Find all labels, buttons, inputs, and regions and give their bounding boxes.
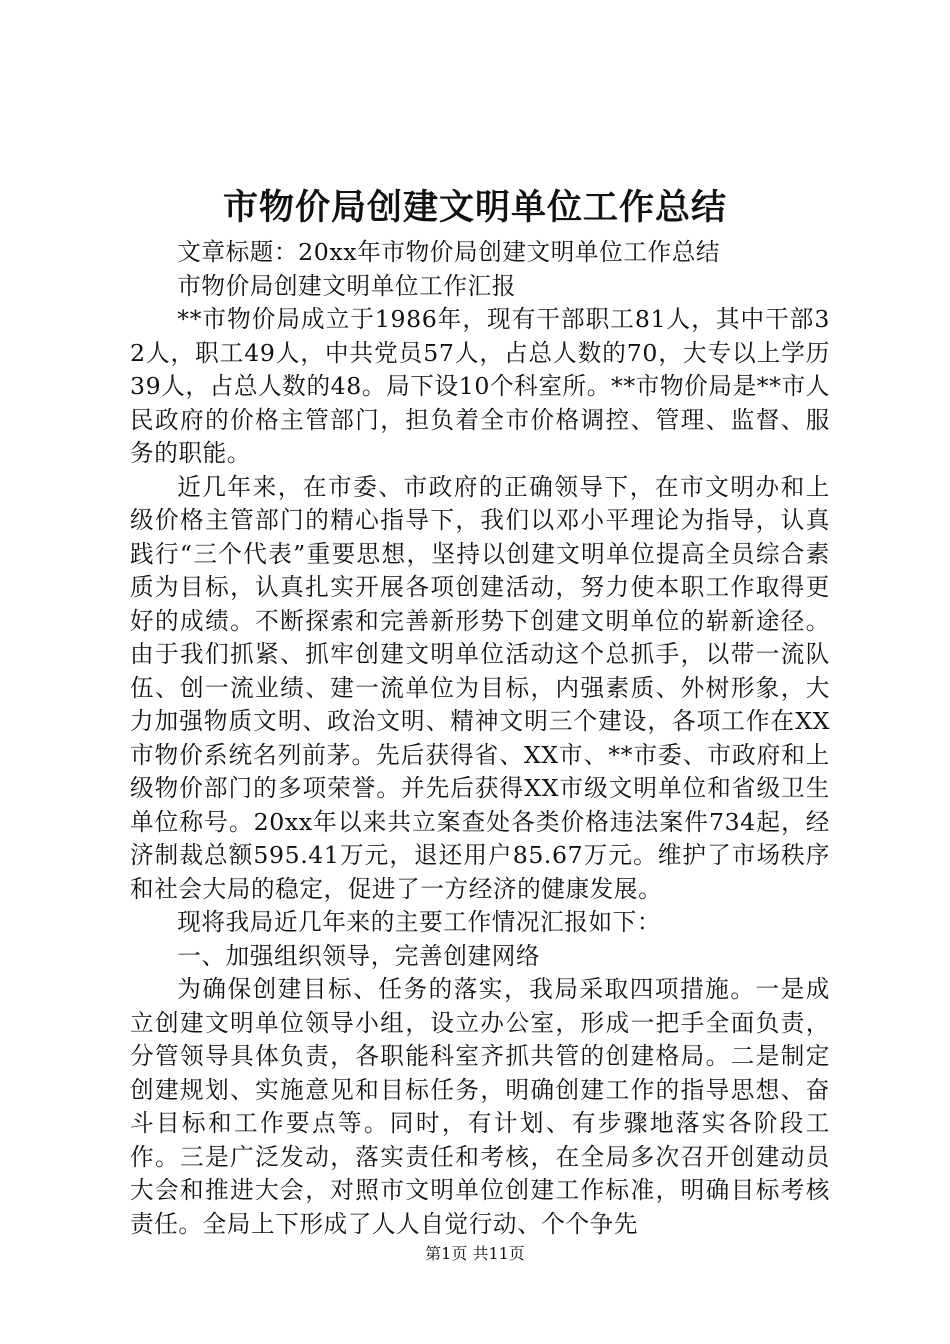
document-body [130, 236, 830, 1241]
section-heading-1: 一、加强组织领导，完善创建网络 [177, 941, 541, 970]
report-subtitle: 市物价局创建文明单位工作汇报 [177, 271, 516, 300]
document-title: 市物价局创建文明单位工作总结 [222, 187, 727, 228]
page-footer: 第1页 共11页 [425, 1244, 525, 1263]
paragraph-overview: **市物价局成立于1986年，现有干部职工81人，其中干部32人，职工49人，中共党员57人，占总人数的70，大专以上学历39人，占总人数的48。局下设10个科室所。**市物价局是**市人民政府的价格主管部门，担负着全市价格调控、管理、监督、服务的职能。 [130, 305, 830, 467]
article-title-line: 文章标题：20xx年市物价局创建文明单位工作总结 [177, 238, 721, 266]
paragraph-measures: 为确保创建目标、任务的落实，我局采取四项措施。一是成立创建文明单位领导小组，设立办公室，形成一把手全面负责，分管领导具体负责，各职能科室齐抓共管的创建格局。二是制定创建规划、实施意见和目标任务，明确创建工作的指导思想、奋斗目标和工作要点等。同时，有计划、有步骤地落实各阶段工作。三是广泛发动，落实责任和考核，在全局多次召开创建动员大会和推进大会，对照市文明单位创建工作标准，明确目标考核责任。全局上下形成了人人自觉行动、个个争先 [130, 975, 830, 1238]
paragraph-achievements: 近几年来，在市委、市政府的正确领导下，在市文明办和上级价格主管部门的精心指导下，我们以邓小平理论为指导，认真践行“三个代表”重要思想，坚持以创建文明单位提高全员综合素质为目标，认真扎实开展各项创建活动，努力使本职工作取得更好的成绩。不断探索和完善新形势下创建文明单位的崭新途径。由于我们抓紧、抓牢创建文明单位活动这个总抓手，以带一流队伍、创一流业绩、建一流单位为目标，内强素质、外树形象，大力加强物质文明、政治文明、精神文明三个建设，各项工作在XX市物价系统名列前茅。先后获得省、XX市、**市委、市政府和上级物价部门的多项荣誉。并先后获得XX市级文明单位和省级卫生单位称号。20xx年以来共立案查处各类价格违法案件734起，经济制裁总额595.41万元，退还用户85.67万元。维护了市场秩序和社会大局的稳定，促进了一方经济的健康发展。 [130, 472, 830, 903]
paragraph-intro: 现将我局近几年来的主要工作情况汇报如下： [177, 908, 662, 936]
